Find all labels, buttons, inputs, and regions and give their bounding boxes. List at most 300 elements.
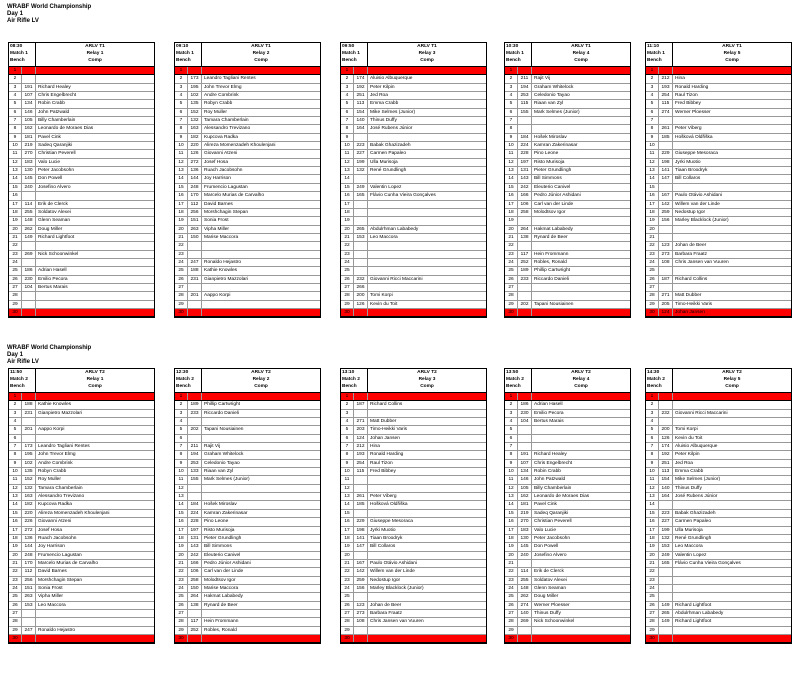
bench-number: 13 [9, 493, 22, 500]
bench-number: 10 [505, 142, 518, 149]
competitor-name: Leo Maccora [370, 234, 398, 240]
competitor-name: Abdulrhman Lababedy [370, 226, 419, 232]
bench-number: 21 [9, 560, 22, 567]
bench-number: 1 [9, 67, 22, 74]
bench-number: 28 [341, 292, 354, 299]
competitor-number: 164 [659, 493, 673, 500]
relay-time: 09:50 [342, 44, 355, 49]
table-row [341, 192, 486, 200]
competitor-name: Valentin Lopez [370, 184, 402, 190]
table-row [341, 468, 486, 476]
bench-number: 8 [646, 125, 659, 132]
bench-number: 17 [646, 527, 659, 534]
competitor-number: 155 [518, 109, 532, 116]
relay-relay: Relay 3 [418, 377, 436, 383]
competitor-name: Celedonio Tayao [204, 460, 240, 466]
competitor-name [368, 510, 486, 517]
competitor-number: 132 [659, 535, 673, 542]
table-row [9, 493, 154, 501]
competitor-name: Robles, Ronald [534, 259, 567, 265]
relay-relay: Relay 2 [252, 51, 270, 57]
competitor-name [673, 393, 791, 400]
competitor-name [368, 259, 486, 266]
table-row [175, 159, 320, 167]
relay-header [9, 43, 154, 67]
competitor-number: 146 [22, 109, 36, 116]
bench-number: 3 [505, 84, 518, 91]
bench-number: 29 [9, 627, 22, 634]
table-row [505, 485, 630, 493]
bench-number: 13 [175, 493, 188, 500]
relay-match: Match 1 [176, 51, 194, 57]
bench-number: 23 [175, 577, 188, 584]
bench-number: 14 [505, 501, 518, 508]
table-row [341, 510, 486, 518]
bench-number: 6 [505, 109, 518, 116]
table-row [341, 451, 486, 459]
bench-number: 11 [9, 150, 22, 157]
relay-time: 13:10 [342, 370, 355, 375]
table-row [505, 309, 630, 317]
table-row [646, 510, 791, 518]
bench-number: 8 [341, 125, 354, 132]
competitor-name [368, 175, 486, 182]
table-row [341, 618, 486, 626]
section-1-header [7, 4, 91, 25]
relay-header [341, 369, 486, 393]
competitor-name: Marley Blacklock (Junior) [370, 585, 424, 591]
competitor-name [36, 418, 154, 425]
bench-number: 6 [9, 435, 22, 442]
competitor-name: Risto Murisoja [204, 527, 235, 533]
competitor-number: 182 [188, 134, 202, 141]
competitor-number [659, 284, 673, 291]
competitor-number: 192 [659, 451, 673, 458]
table-row [505, 159, 630, 167]
bench-number: 13 [341, 167, 354, 174]
table-row [175, 426, 320, 434]
competitor-number: 131 [188, 535, 202, 542]
competitor-number: 167 [659, 192, 673, 199]
competitor-number: 164 [354, 125, 368, 132]
table-row [341, 92, 486, 100]
competitor-number: 166 [518, 192, 532, 199]
competitor-name: Fred Bibbey [675, 101, 701, 107]
table-row [9, 125, 154, 133]
table-row [175, 635, 320, 643]
table-row [341, 635, 486, 643]
competitor-number [518, 284, 532, 291]
bench-number: 30 [646, 309, 659, 316]
competitor-name: Glenn Seaman [534, 585, 566, 591]
competitor-name: Johan de Beer [675, 243, 707, 249]
competitor-number: 231 [188, 276, 202, 283]
competitor-number: 251 [659, 460, 673, 467]
table-row [646, 610, 791, 618]
table-row [646, 175, 791, 183]
table-row [9, 292, 154, 300]
competitor-name [532, 125, 630, 132]
bench-number: 18 [505, 535, 518, 542]
competitor-name [368, 217, 486, 224]
table-row [341, 485, 486, 493]
table-row [505, 476, 630, 484]
competitor-name [532, 435, 630, 442]
competitor-name: Peter Viberg [370, 494, 397, 500]
competitor-name [673, 585, 791, 592]
bench-number: 14 [175, 175, 188, 182]
relay-header-left [341, 43, 368, 66]
competitor-name: Werner Ploesser [534, 602, 570, 608]
competitor-number: 191 [518, 451, 532, 458]
bench-number: 17 [646, 201, 659, 208]
bench-number: 9 [9, 134, 22, 141]
bench-number: 10 [341, 468, 354, 475]
table-row [175, 175, 320, 183]
bench-number: 16 [175, 518, 188, 525]
competitor-number: 229 [659, 150, 673, 157]
competitor-name: Richard Healey [534, 452, 567, 458]
table-row [175, 292, 320, 300]
relay-table [645, 42, 792, 318]
bench-number: 14 [646, 501, 659, 508]
relay-bench: Bench [10, 384, 25, 390]
table-row [9, 84, 154, 92]
bench-number: 16 [9, 192, 22, 199]
table-row [9, 568, 154, 576]
competitor-number [354, 510, 368, 517]
competitor-number: 144 [22, 543, 36, 550]
competitor-number: 256 [188, 209, 202, 216]
bench-number: 5 [9, 100, 22, 107]
table-row [175, 618, 320, 626]
competitor-number: 254 [354, 460, 368, 467]
bench-number: 9 [505, 134, 518, 141]
competitor-number [188, 610, 202, 617]
day-label: Day 1 [7, 11, 24, 17]
table-row [175, 134, 320, 142]
bench-number: 17 [505, 201, 518, 208]
table-row [341, 276, 486, 284]
competitor-name: Kevin du Toit [675, 435, 703, 441]
bench-number: 20 [341, 552, 354, 559]
table-row [505, 602, 630, 610]
competitor-name [368, 309, 486, 316]
table-row [341, 460, 486, 468]
competitor-number: 123 [659, 242, 673, 249]
competitor-number: 112 [22, 568, 36, 575]
table-row [341, 535, 486, 543]
competitor-name: Tiaan Broodryk [370, 535, 403, 541]
table-row [646, 443, 791, 451]
bench-number: 23 [9, 577, 22, 584]
table-row [646, 142, 791, 150]
relay-header-right [532, 369, 630, 392]
bench-number: 17 [341, 527, 354, 534]
competitor-name: Johan de Beer [370, 602, 402, 608]
competitor-name [673, 418, 791, 425]
competitor-number: 107 [518, 460, 532, 467]
bench-number: 14 [505, 175, 518, 182]
competitor-number: 130 [518, 535, 532, 542]
bench-number: 2 [9, 401, 22, 408]
bench-number: 20 [175, 552, 188, 559]
competitor-number: 226 [22, 518, 36, 525]
bench-number: 9 [175, 460, 188, 467]
table-row [175, 518, 320, 526]
competitor-name: Hein Frommann [534, 251, 569, 257]
competitor-number [188, 393, 202, 400]
table-row [505, 292, 630, 300]
relay-header-left [9, 43, 36, 66]
competitor-name [36, 309, 154, 316]
bench-number: 7 [505, 117, 518, 124]
relay-relay: Relay 3 [418, 51, 436, 57]
competitor-name: Flávio Cunha Vieira Gonçalves [370, 193, 436, 199]
competitor-name: Kupcova Radka [38, 502, 72, 508]
competitor-number: 149 [22, 234, 36, 241]
table-row [9, 75, 154, 83]
competitor-number: 106 [188, 568, 202, 575]
table-row [9, 577, 154, 585]
bench-number: 28 [175, 292, 188, 299]
table-row [341, 284, 486, 292]
competitor-number: 258 [188, 577, 202, 584]
relay-header-right [368, 369, 486, 392]
competitor-number: 131 [518, 167, 532, 174]
competitor-name [673, 577, 791, 584]
table-row [9, 443, 154, 451]
table-row [646, 535, 791, 543]
competitor-name [368, 209, 486, 216]
bench-number: 22 [646, 242, 659, 249]
relay-relay: Relay 5 [723, 51, 741, 57]
competitor-name: Carl van der Linde [204, 569, 244, 575]
table-row [505, 635, 630, 643]
relay-match: Match 1 [10, 51, 28, 57]
competitor-number: 189 [518, 267, 532, 274]
table-row [175, 184, 320, 192]
bench-number: 15 [505, 510, 518, 517]
table-row [646, 410, 791, 418]
competitor-number: 264 [518, 226, 532, 233]
competitor-number [188, 284, 202, 291]
bench-number: 25 [341, 593, 354, 600]
competitor-number: 144 [188, 175, 202, 182]
competitor-number: 270 [22, 150, 36, 157]
bench-number: 29 [646, 301, 659, 308]
competitor-name: Alireza Momenzadeh Khoulenjani [204, 143, 276, 149]
bench-number: 15 [505, 184, 518, 191]
bench-number: 2 [175, 75, 188, 82]
bench-number: 2 [341, 75, 354, 82]
relay-bench: Bench [342, 58, 357, 64]
competitor-number: 211 [188, 443, 202, 450]
competitor-number [354, 593, 368, 600]
competitor-number: 271 [354, 418, 368, 425]
bench-number: 23 [646, 577, 659, 584]
competitor-number: 256 [22, 577, 36, 584]
bench-number: 20 [505, 226, 518, 233]
relay-comp: Comp [88, 58, 102, 64]
table-row [175, 552, 320, 560]
bench-number: 21 [175, 560, 188, 567]
bench-number: 12 [175, 485, 188, 492]
bench-number: 28 [9, 618, 22, 625]
competitor-number [188, 242, 202, 249]
competitor-number: 151 [22, 585, 36, 592]
competitor-number: 102 [22, 460, 36, 467]
bench-number: 2 [505, 401, 518, 408]
bench-number: 9 [505, 460, 518, 467]
competitor-name: Aappo Korpi [38, 427, 65, 433]
competitor-name: David Barnes [204, 201, 233, 207]
table-row [9, 627, 154, 635]
competitor-name: Ronaldo Hejastro [204, 259, 242, 265]
competitor-number: 242 [518, 184, 532, 191]
bench-number: 26 [646, 602, 659, 609]
table-row [175, 468, 320, 476]
table-row [505, 276, 630, 284]
bench-number: 21 [341, 560, 354, 567]
table-row [341, 209, 486, 217]
competitor-number: 173 [188, 75, 202, 82]
competitor-number: 151 [188, 217, 202, 224]
bench-number: 23 [341, 251, 354, 258]
table-row [505, 201, 630, 209]
competitor-number [518, 560, 532, 567]
bench-number: 1 [341, 67, 354, 74]
competitor-name: Graham Whitelock [204, 452, 244, 458]
competitor-name [532, 292, 630, 299]
relay-header-left [646, 43, 673, 66]
competitor-name: Aluisio Albuquerque [370, 76, 413, 82]
competitor-name [368, 593, 486, 600]
table-row [9, 552, 154, 560]
competitor-name: Nick Schoonwinkel [38, 251, 79, 257]
relay-arlv: ARLV T1 [85, 44, 105, 49]
table-row [175, 476, 320, 484]
competitor-number [22, 259, 36, 266]
bench-number: 7 [505, 443, 518, 450]
table-row [646, 217, 791, 225]
bench-number: 7 [646, 443, 659, 450]
bench-number: 26 [9, 276, 22, 283]
competitor-name [202, 309, 320, 316]
relay-header [646, 369, 791, 393]
bench-number: 3 [9, 410, 22, 417]
bench-number: 16 [341, 518, 354, 525]
competitor-number: 253 [518, 92, 532, 99]
competitor-name: Hakmat Lababedy [534, 226, 573, 232]
bench-number: 27 [646, 610, 659, 617]
relay-header-left [9, 369, 36, 392]
competitor-number: 258 [518, 209, 532, 216]
competitor-name: Frumencio Lagustan [38, 552, 82, 558]
bench-number: 22 [341, 242, 354, 249]
relay-comp: Comp [254, 384, 268, 390]
competitor-number: 194 [518, 84, 532, 91]
table-row [646, 468, 791, 476]
competitor-name: Bill Simmons [534, 176, 562, 182]
relay-table [8, 42, 155, 318]
bench-number: 18 [646, 209, 659, 216]
competitor-name [202, 301, 320, 308]
table-row [341, 259, 486, 267]
competitor-number [659, 226, 673, 233]
table-row [341, 552, 486, 560]
competitor-name [368, 267, 486, 274]
table-row [505, 192, 630, 200]
competitor-number: 153 [354, 234, 368, 241]
competitor-name: Matt Dubber [370, 419, 397, 425]
competitor-name: Tapani Nousiainen [534, 301, 574, 307]
competitor-name: Christian Peverell [534, 519, 572, 525]
bench-number: 5 [341, 100, 354, 107]
bench-number: 4 [505, 418, 518, 425]
competitor-name: Josef Hosa [204, 159, 228, 165]
competitor-number: 108 [354, 618, 368, 625]
competitor-name [368, 251, 486, 258]
event-label: Air Rifle LV [7, 18, 39, 24]
competitor-number: 140 [659, 485, 673, 492]
competitor-name: Mark Selmes (Junior) [534, 109, 580, 115]
table-row [646, 192, 791, 200]
competitor-number [22, 301, 36, 308]
competitor-number: 145 [518, 543, 532, 550]
competitor-name: Hina [370, 444, 380, 450]
competitor-number: 138 [518, 234, 532, 241]
table-row [9, 418, 154, 426]
competitor-number: 126 [188, 150, 202, 157]
competitor-name: Riccardo Danieli [204, 410, 239, 416]
competitor-name [673, 284, 791, 291]
competitor-number: 145 [22, 175, 36, 182]
competitor-number: 273 [354, 610, 368, 617]
competitor-name [368, 284, 486, 291]
table-row [175, 226, 320, 234]
bench-number: 19 [9, 543, 22, 550]
competitor-number [354, 67, 368, 74]
competitor-number [22, 610, 36, 617]
table-row [341, 443, 486, 451]
bench-number: 20 [505, 552, 518, 559]
competitor-name: Raul Tizon [370, 460, 393, 466]
competitor-number: 117 [188, 618, 202, 625]
relay-time: 10:30 [506, 44, 519, 49]
bench-number: 3 [175, 84, 188, 91]
competitor-number: 211 [518, 75, 532, 82]
table-row [341, 217, 486, 225]
table-row [9, 259, 154, 267]
table-row [341, 426, 486, 434]
table-row [341, 201, 486, 209]
bench-number: 27 [341, 284, 354, 291]
relay-header-right [202, 369, 320, 392]
bench-number: 18 [9, 209, 22, 216]
bench-number: 4 [9, 418, 22, 425]
relay-match: Match 2 [647, 377, 665, 383]
competitor-name: Johan Jansen [675, 309, 705, 315]
competitor-number [354, 251, 368, 258]
competitor-number: 142 [354, 568, 368, 575]
competitor-name: Tapani Nousiainen [204, 427, 244, 433]
table-row [175, 276, 320, 284]
table-row [646, 451, 791, 459]
competitor-name [202, 251, 320, 258]
competitor-number: 117 [518, 251, 532, 258]
competitor-name: Gianpietro Mazzolari [204, 276, 248, 282]
